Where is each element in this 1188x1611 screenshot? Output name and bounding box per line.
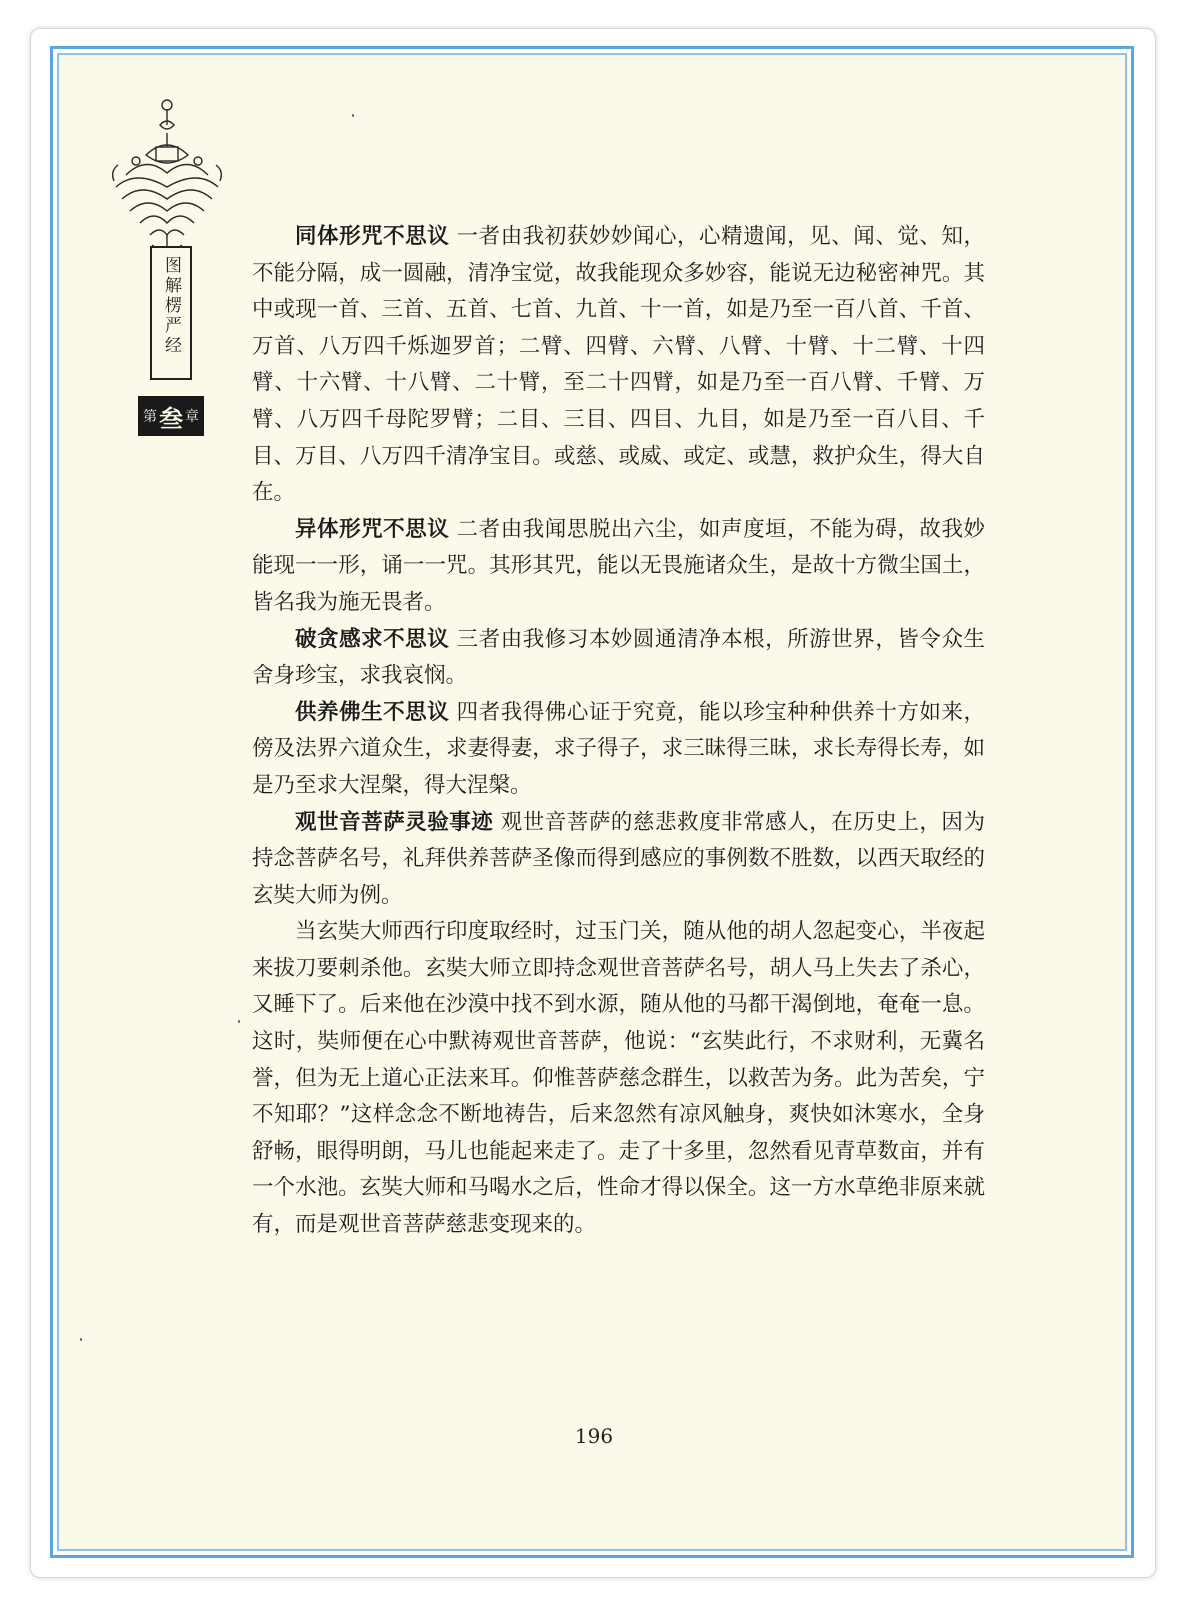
paragraph-text: 二者由我闻思脱出六尘，如声度垣，不能为碍，故我妙能现一一形，诵一一咒。其形其咒，能以无畏施诸众生，是故十方微尘国土，皆名我为施无畏者。 <box>252 516 985 615</box>
paragraph-heading: 观世音菩萨灵验事迹 <box>295 809 494 835</box>
paragraph <box>252 512 985 622</box>
paragraph-text: 观世音菩萨的慈悲救度非常感人，在历史上，因为持念菩萨名号，礼拜供养菩萨圣像而得到感应的事例数不胜数，以西天取经的玄奘大师为例。 <box>252 809 985 908</box>
paragraph <box>252 695 985 805</box>
paragraph-heading: 供养佛生不思议 <box>295 699 450 725</box>
paragraph <box>252 622 985 695</box>
paragraph <box>252 805 985 915</box>
chapter-prefix: 第 <box>143 409 157 425</box>
paragraph-text: 一者由我初获妙妙闻心，心精遗闻，见、闻、觉、知，不能分隔，成一圆融，清净宝觉，故我能现众多妙容，能说无边秘密神咒。其中或现一首、三首、五首、七首、九首、十一首，如是乃至一百八首、千首、万首、八万四千烁迦罗首；二臂、四臂、六臂、八臂、十臂、十二臂、十四臂、十六臂、十八臂、二十臂，至二十四臂，如是乃至一百八臂、千臂、万臂、八万四千母陀罗臂；二目、三目、四目、九目，如是乃至一百八目、千目、万目、八万四千清净宝目。或慈、或威、或定、或慧，救护众生，得大自在。 <box>252 224 985 506</box>
chapter-tab <box>138 396 204 436</box>
paragraph <box>252 914 985 1243</box>
paper-speck <box>238 1020 240 1023</box>
book-title: 图解楞严经 <box>161 256 181 356</box>
chapter-title-box <box>150 246 192 380</box>
paragraph-heading: 异体形咒不思议 <box>295 516 450 542</box>
chapter-number: 叁 <box>159 404 183 433</box>
paragraph-text: 三者由我修习本妙圆通清净本根，所游世界，皆令众生舍身珍宝，求我哀悯。 <box>252 626 985 689</box>
body-text <box>252 219 985 1244</box>
paper-speck <box>352 114 354 117</box>
page-number: 196 <box>574 1424 614 1448</box>
paragraph-heading: 破贪感求不思议 <box>295 626 450 652</box>
paragraph <box>252 219 985 512</box>
chapter-suffix: 章 <box>185 409 199 425</box>
paragraph-text: 当玄奘大师西行印度取经时，过玉门关，随从他的胡人忽起变心，半夜起来拔刀要刺杀他。玄奘大师立即持念观世音菩萨名号，胡人马上失去了杀心，又睡下了。后来他在沙漠中找不到水源，随从他的马都干渴倒地，奄奄一息。这时，奘师便在心中默祷观世音菩萨，他说：“玄奘此行，不求财利，无冀名誉，但为无上道心正法来耳。仰惟菩萨慈念群生，以救苦为务。此为苦矣，宁不知耶？”这样念念不断地祷告，后来忽然有凉风触身，爽快如沐寒水，全身舒畅，眼得明朗，马儿也能起来走了。走了十多里，忽然看见青草数亩，并有一个水池。玄奘大师和马喝水之后，性命才得以保全。这一方水草绝非原来就有，而是观世音菩萨慈悲变现来的。 <box>252 919 985 1238</box>
lotus-ornament-icon <box>106 95 228 265</box>
paragraph-text: 四者我得佛心证于究竟，能以珍宝种种供养十方如来，傍及法界六道众生，求妻得妻，求子得子，求三昧得三昧，求长寿得长寿，如是乃至求大涅槃，得大涅槃。 <box>252 699 985 798</box>
paper-speck <box>80 1338 82 1341</box>
paragraph-heading: 同体形咒不思议 <box>295 224 450 249</box>
